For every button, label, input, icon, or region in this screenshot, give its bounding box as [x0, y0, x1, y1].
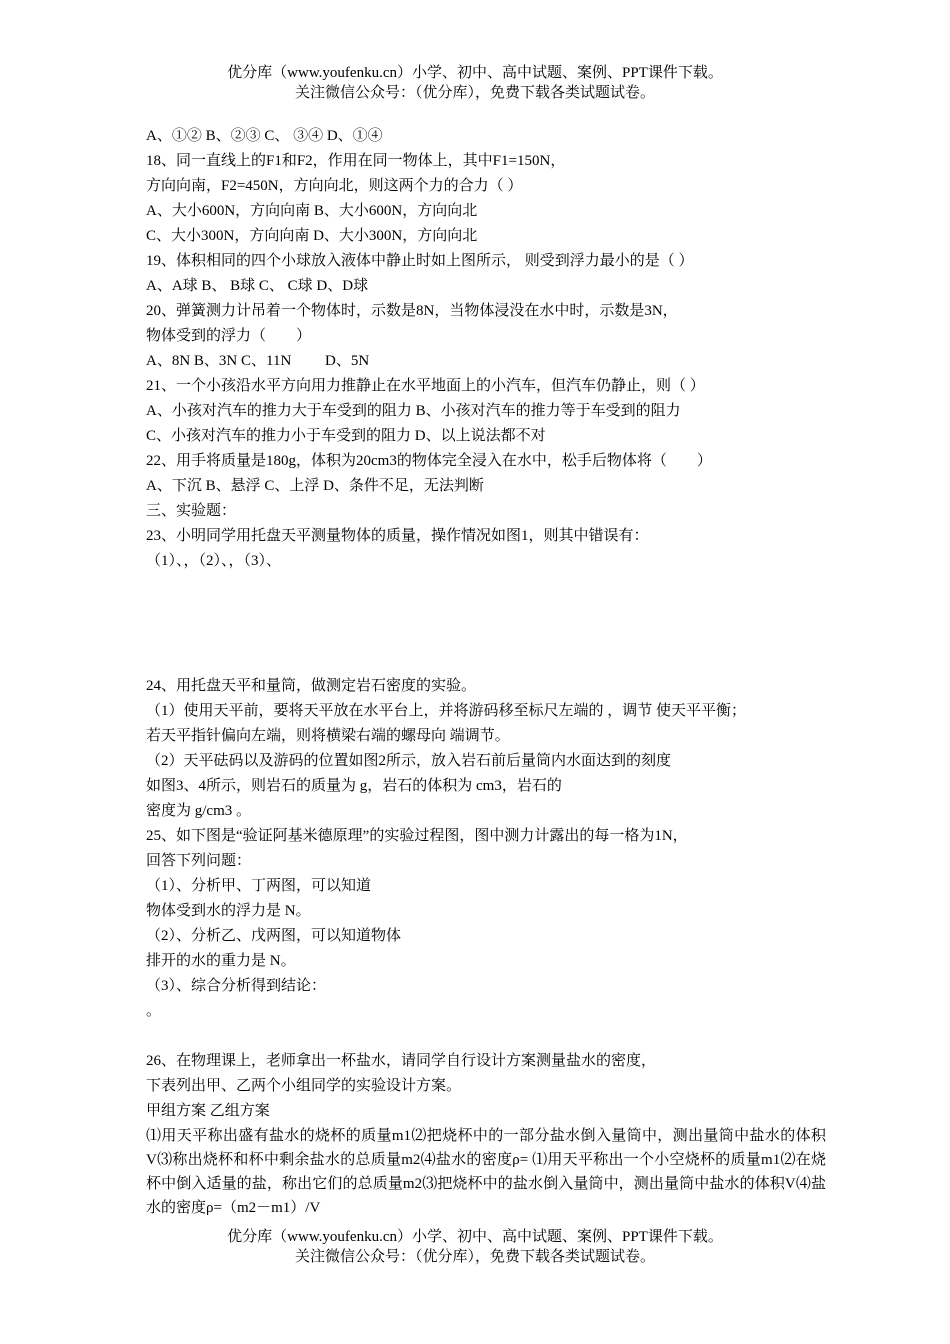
page-footer	[0, 1227, 950, 1267]
text-line: C、大小300N，方向向南 D、大小300N，方向向北	[146, 228, 478, 244]
text-line: （2）天平砝码以及游码的位置如图2所示，放入岩石前后量筒内水面达到的刻度	[146, 753, 672, 769]
section-heading: 三、实验题：	[146, 503, 237, 519]
text-line: （2）、分析乙、戊两图，可以知道物体	[146, 928, 402, 944]
text-line: 。	[146, 1003, 162, 1019]
text-line: （1）使用天平前，要将天平放在水平台上，并将游码移至标尺左端的 ，调节 使天平平衡；	[146, 703, 747, 719]
page-header	[0, 63, 950, 103]
text-line: 密度为 g/cm3 。	[146, 803, 251, 819]
text-line: 如图3、4所示，则岩石的质量为 g，岩石的体积为 cm3，岩石的	[146, 778, 562, 794]
text-line: A、小孩对汽车的推力大于车受到的阻力 B、小孩对汽车的推力等于车受到的阻力	[146, 403, 681, 419]
text-line: A、下沉 B、悬浮 C、上浮 D、条件不足，无法判断	[146, 478, 484, 494]
question-26: 26、在物理课上，老师拿出一杯盐水，请同学自行设计方案测量盐水的密度，	[146, 1053, 657, 1069]
question-24: 24、用托盘天平和量筒，做测定岩石密度的实验。	[146, 678, 477, 694]
text-line: 方向向南，F2=450N，方向向北，则这两个力的合力（ ）	[146, 178, 523, 194]
question-23: 23、小明同学用托盘天平测量物体的质量，操作情况如图1，则其中错误有：	[146, 528, 649, 544]
text-line: 物体受到的浮力（ ）	[146, 328, 312, 344]
table-header-row: 甲组方案 乙组方案	[146, 1103, 270, 1119]
text-line: 排开的水的重力是 N。	[146, 953, 296, 969]
question-20: 20、弹簧测力计吊着一个物体时，示数是8N，当物体浸没在水中时，示数是3N，	[146, 303, 678, 319]
text-line: （1）、，（2）、，（3）、	[146, 553, 282, 569]
text-line: C、小孩对汽车的推力小于车受到的阻力 D、以上说法都不对	[146, 428, 546, 444]
document-body	[146, 124, 826, 1220]
question-18: 18、同一直线上的F1和F2，作用在同一物体上，其中F1=150N，	[146, 153, 566, 169]
question-25: 25、如下图是“验证阿基米德原理”的实验过程图，图中测力计露出的每一格为1N，	[146, 828, 688, 844]
blank-space	[146, 574, 826, 674]
footer-line-2: 关注微信公众号：（优分库），免费下载各类试题试卷。	[294, 1249, 655, 1265]
question-19: 19、体积相同的四个小球放入液体中静止时如上图所示， 则受到浮力最小的是（ ）	[146, 253, 694, 269]
plan-description: ⑴用天平称出盛有盐水的烧杯的质量m1⑵把烧杯中的一部分盐水倒入量筒中，测出量筒中盐水的体积V⑶称出烧杯和杯中剩余盐水的总质量m2⑷盐水的密度ρ= ⑴用天平称出一个小空烧杯的质量m1⑵在烧杯中倒入适量的盐，称出它们的总质量m2⑶把烧杯中的盐水倒入量筒中，测出量筒中盐水的体积V⑷盐水的密度ρ=（m2－m1）/V	[146, 1128, 826, 1216]
text-line: 若天平指针偏向左端，则将横梁右端的螺母向 端调节。	[146, 728, 510, 744]
question-21: 21、一个小孩沿水平方向用力推静止在水平地面上的小汽车，但汽车仍静止，则（ ）	[146, 378, 705, 394]
text-line: 回答下列问题：	[146, 853, 252, 869]
header-line-1: 优分库（www.youfenku.cn）小学、初中、高中试题、案例、PPT课件下载。	[227, 65, 723, 81]
text-line: 下表列出甲、乙两个小组同学的实验设计方案。	[146, 1078, 462, 1094]
text-line: 物体受到水的浮力是 N。	[146, 903, 311, 919]
footer-line-1: 优分库（www.youfenku.cn）小学、初中、高中试题、案例、PPT课件下载。	[227, 1229, 723, 1245]
text-line: （3）、综合分析得到结论：	[146, 978, 327, 994]
header-line-2: 关注微信公众号：（优分库），免费下载各类试题试卷。	[294, 85, 655, 101]
text-line: （1）、分析甲、丁两图，可以知道	[146, 878, 372, 894]
question-22: 22、用手将质量是180g，体积为20cm3的物体完全浸入在水中，松手后物体将（ ）	[146, 453, 712, 469]
text-line: A、①② B、②③ C、 ③④ D、①④	[146, 128, 383, 144]
blank-space	[146, 1024, 826, 1049]
text-line: A、大小600N，方向向南 B、大小600N，方向向北	[146, 203, 478, 219]
text-line: A、8N B、3N C、11N D、5N	[146, 353, 370, 369]
text-line: A、A球 B、 B球 C、 C球 D、D球	[146, 278, 369, 294]
